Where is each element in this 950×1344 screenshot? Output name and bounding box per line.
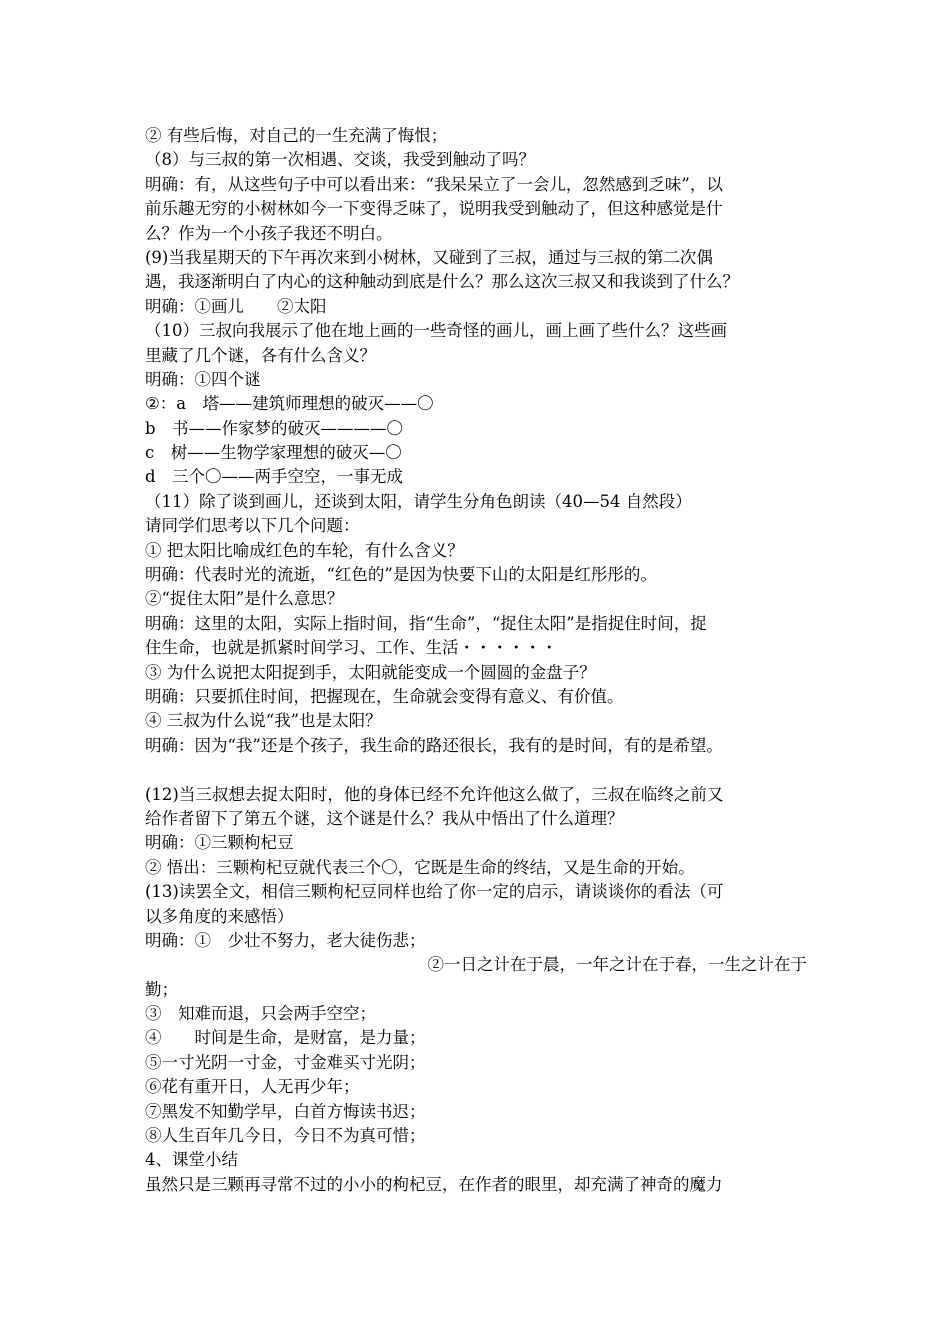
text-line: 明确：只要抓住时间，把握现在，生命就会变得有意义、有价值。 bbox=[145, 686, 624, 706]
text-line: 么？作为一个小孩子我还不明白。 bbox=[145, 223, 393, 243]
text-line: ⑤一寸光阴一寸金，寸金难买寸光阴； bbox=[145, 1052, 426, 1072]
text-line: 明确：①三颗枸杞豆 bbox=[145, 833, 294, 853]
question-heading: （11）除了谈到画儿，还谈到太阳，请学生分角色朗读（40—54 自然段） bbox=[145, 491, 692, 511]
text-line: c 树——生物学家理想的破灭—〇 bbox=[145, 443, 402, 463]
text-line: 遇，我逐渐明白了内心的这种触动到底是什么？那么这次三叔又和我谈到了什么？ bbox=[145, 272, 739, 292]
text-line: 以多角度的来感悟） bbox=[145, 906, 294, 926]
question-heading: （8）与三叔的第一次相遇、交谈，我受到触动了吗？ bbox=[145, 150, 535, 170]
text-line: ① 把太阳比喻成红色的车轮，有什么含义？ bbox=[145, 540, 464, 560]
text-line: 请同学们思考以下几个问题： bbox=[145, 516, 360, 536]
text-line: 勤； bbox=[145, 979, 178, 999]
text-line: ⑥花有重开日，人无再少年； bbox=[145, 1077, 360, 1097]
question-heading: (13)读罢全文，相信三颗枸杞豆同样也给了你一定的启示，请谈谈你的看法（可 bbox=[145, 882, 724, 902]
text-line: 里藏了几个谜，各有什么含义？ bbox=[145, 345, 376, 365]
question-heading: （10）三叔向我展示了他在地上画的一些奇怪的画儿，画上画了些什么？这些画 bbox=[145, 321, 727, 341]
text-line: ②“捉住太阳”是什么意思？ bbox=[145, 589, 344, 609]
text-line: 明确：代表时光的流逝，“红色的”是因为快要下山的太阳是红彤彤的。 bbox=[145, 565, 657, 585]
text-line: 前乐趣无穷的小树林如今一下变得乏味了，说明我受到触动了，但这种感觉是什 bbox=[145, 199, 723, 219]
section-heading: 4、课堂小结 bbox=[145, 1150, 238, 1170]
text-line: ②：a 塔——建筑师理想的破灭——〇 bbox=[145, 394, 434, 414]
text-line: ④ 时间是生命，是财富，是力量； bbox=[145, 1028, 426, 1048]
text-line: 明确：①四个谜 bbox=[145, 369, 261, 389]
text-line: 给作者留下了第五个谜，这个谜是什么？我从中悟出了什么道理？ bbox=[145, 808, 624, 828]
text-line: 虽然只是三颗再寻常不过的小小的枸杞豆，在作者的眼里，却充满了神奇的魔力 bbox=[145, 1174, 723, 1194]
text-line: 明确：因为“我”还是个孩子，我生命的路还很长，我有的是时间，有的是希望。 bbox=[145, 735, 723, 755]
text-line: ③ 为什么说把太阳捉到手，太阳就能变成一个圆圆的金盘子？ bbox=[145, 662, 596, 682]
text-line: ⑦黑发不知勤学早，白首方悔读书迟； bbox=[145, 1101, 426, 1121]
text-line: ②一日之计在于晨，一年之计在于春，一生之计在于 bbox=[427, 955, 807, 975]
text-line: ⑧人生百年几今日，今日不为真可惜； bbox=[145, 1126, 426, 1146]
question-heading: (12)当三叔想去捉太阳时，他的身体已经不允许他这么做了，三叔在临终之前又 bbox=[145, 784, 724, 804]
document-page bbox=[145, 124, 815, 1197]
text-line: 明确：这里的太阳，实际上指时间，指“生命”，“捉住太阳”是指捉住时间，捉 bbox=[145, 613, 707, 633]
question-heading: (9)当我星期天的下午再次来到小树林，又碰到了三叔，通过与三叔的第二次偶 bbox=[145, 247, 713, 267]
text-line: d 三个〇——两手空空，一事无成 bbox=[145, 467, 404, 487]
text-line: b 书——作家梦的破灭————〇 bbox=[145, 418, 404, 438]
text-line: ② 悟出：三颗枸杞豆就代表三个〇，它既是生命的终结，又是生命的开始。 bbox=[145, 857, 695, 877]
text-line: ③ 知难而退，只会两手空空； bbox=[145, 1004, 376, 1024]
text-line: ② 有些后悔，对自己的一生充满了悔恨； bbox=[145, 126, 448, 145]
blank-line bbox=[145, 758, 815, 782]
text-line: 住生命，也就是抓紧时间学习、工作、生活・・・・・・ bbox=[145, 638, 558, 658]
text-line: 明确：有，从这些句子中可以看出来：“我呆呆立了一会儿，忽然感到乏味”，以 bbox=[145, 174, 723, 194]
text-line: 明确：① 少壮不努力，老大徒伤悲； bbox=[145, 930, 426, 950]
text-line: 明确：①画儿 ②太阳 bbox=[145, 296, 327, 316]
text-line: ④ 三叔为什么说“我”也是太阳？ bbox=[145, 711, 382, 731]
